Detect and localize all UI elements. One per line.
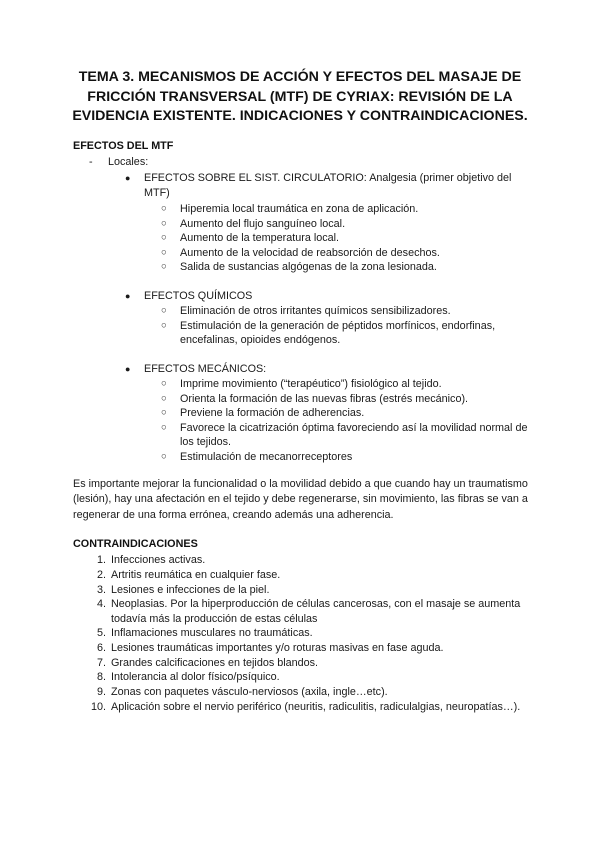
list-item-text: Estimulación de la generación de péptidos morfínicos, endorfinas, encefalinas, opioides endógenos. xyxy=(180,319,496,347)
list-item xyxy=(161,392,531,407)
item-number: 10. xyxy=(90,700,106,713)
circle-bullet-icon: ○ xyxy=(161,261,167,272)
numbered-item xyxy=(73,626,530,641)
item-number: 7. xyxy=(96,656,106,669)
item-number: 1. xyxy=(96,554,106,566)
numbered-item xyxy=(73,656,530,671)
item-number: 8. xyxy=(96,671,106,683)
list-item-text: Estimulación de mecanorreceptores xyxy=(180,451,353,463)
item-text: Intolerancia al dolor físico/psíquico. xyxy=(111,671,280,683)
category-quimicos xyxy=(125,289,530,304)
body-paragraph: Es importante mejorar la funcionalidad o la movilidad debido a que cuando hay un traumatismo (lesión), hay una afectación en el tejido y debe regenerarse, sin movimiento, las fibras se van a regenerar de una forma errónea, creando además una adherencia. xyxy=(73,478,528,521)
section-heading-contraindicaciones: CONTRAINDICACIONES xyxy=(73,538,198,550)
bullet-icon: ● xyxy=(125,291,131,301)
bullet-icon: ● xyxy=(125,173,131,183)
list-item-text: Orienta la formación de las nuevas fibras (estrés mecánico). xyxy=(180,392,469,405)
list-item-text: Aumento del flujo sanguíneo local. xyxy=(180,217,346,230)
list-item xyxy=(161,246,531,261)
item-text: Artritis reumática en cualquier fase. xyxy=(111,569,281,581)
circle-bullet-icon: ○ xyxy=(161,305,167,316)
circle-bullet-icon: ○ xyxy=(161,421,167,433)
item-text: Aplicación sobre el nervio periférico (neuritis, radiculitis, radiculalgias, neuropatías…). xyxy=(111,700,521,713)
list-item xyxy=(161,304,531,319)
numbered-item xyxy=(73,553,530,568)
section-heading-efectos: EFECTOS DEL MTF xyxy=(73,140,174,152)
list-item xyxy=(161,260,531,275)
list-item xyxy=(161,421,531,450)
item-text: Infecciones activas. xyxy=(111,554,206,566)
item-number: 4. xyxy=(96,598,106,610)
item-text: Lesiones traumáticas importantes y/o roturas masivas en fase aguda. xyxy=(111,642,444,654)
item-text: Lesiones e infecciones de la piel. xyxy=(111,584,270,596)
item-number: 3. xyxy=(96,584,106,596)
numbered-item xyxy=(73,685,530,700)
circle-bullet-icon: ○ xyxy=(161,246,167,258)
item-number: 9. xyxy=(96,686,106,698)
list-item-text: Eliminación de otros irritantes químicos sensibilizadores. xyxy=(180,305,451,317)
locales-label: Locales: xyxy=(108,156,149,168)
item-text: Grandes calcificaciones en tejidos blandos. xyxy=(111,656,319,669)
item-text: Neoplasias. Por la hiperproducción de células cancerosas, con el masaje se aumenta todavía más la producción de estas células xyxy=(111,598,521,625)
category-mecanicos xyxy=(125,362,530,377)
category-label: EFECTOS SOBRE EL SIST. CIRCULATORIO: Analgesia (primer objetivo del MTF) xyxy=(144,172,512,199)
circle-bullet-icon: ○ xyxy=(161,378,167,389)
list-item-text: Salida de sustancias algógenas de la zona lesionada. xyxy=(180,261,437,273)
numbered-item xyxy=(73,670,530,685)
circle-bullet-icon: ○ xyxy=(161,451,167,462)
bullet-icon: ● xyxy=(125,364,131,374)
list-item-text: Previene la formación de adherencias. xyxy=(180,407,365,419)
circle-bullet-icon: ○ xyxy=(161,217,167,229)
circle-bullet-icon: ○ xyxy=(161,232,167,243)
circle-bullet-icon: ○ xyxy=(161,319,167,331)
item-number: 2. xyxy=(96,569,106,581)
circle-bullet-icon: ○ xyxy=(161,203,167,214)
item-number: 5. xyxy=(96,627,106,639)
numbered-item xyxy=(73,597,530,626)
list-item-text: Imprime movimiento (“terapéutico”) fisiológico al tejido. xyxy=(180,378,442,390)
list-item-text: Hiperemia local traumática en zona de aplicación. xyxy=(180,203,419,215)
circle-bullet-icon: ○ xyxy=(161,407,167,418)
list-item xyxy=(161,406,531,421)
list-item xyxy=(161,202,531,217)
dash-marker: - xyxy=(89,156,93,168)
category-label: EFECTOS MECÁNICOS: xyxy=(144,363,267,375)
list-item xyxy=(161,319,531,348)
numbered-item xyxy=(73,583,530,598)
list-item xyxy=(161,377,531,392)
numbered-item xyxy=(73,568,530,583)
list-item-text: Aumento de la temperatura local. xyxy=(180,232,340,244)
category-circulatorio xyxy=(125,171,530,200)
list-item-text: Favorece la cicatrización óptima favoreciendo así la movilidad normal de los tejidos. xyxy=(180,421,528,449)
list-item xyxy=(161,231,531,246)
list-item xyxy=(161,450,531,465)
list-item xyxy=(161,217,531,232)
list-item-text: Aumento de la velocidad de reabsorción de desechos. xyxy=(180,246,440,259)
circle-bullet-icon: ○ xyxy=(161,392,167,404)
item-number: 6. xyxy=(96,642,106,654)
numbered-item xyxy=(73,641,530,656)
numbered-item xyxy=(73,700,530,715)
item-text: Zonas con paquetes vásculo-nerviosos (axila, ingle…etc). xyxy=(111,686,388,698)
page-title: TEMA 3. MECANISMOS DE ACCIÓN Y EFECTOS DEL MASAJE DE FRICCIÓN TRANSVERSAL (MTF) DE CYRIAX: REVISIÓN DE LA EVIDENCIA EXISTENTE. INDICACIONES Y CONTRAINDICACIONES. xyxy=(72,69,528,124)
item-text: Inflamaciones musculares no traumáticas. xyxy=(111,627,313,639)
category-label: EFECTOS QUÍMICOS xyxy=(144,290,253,302)
